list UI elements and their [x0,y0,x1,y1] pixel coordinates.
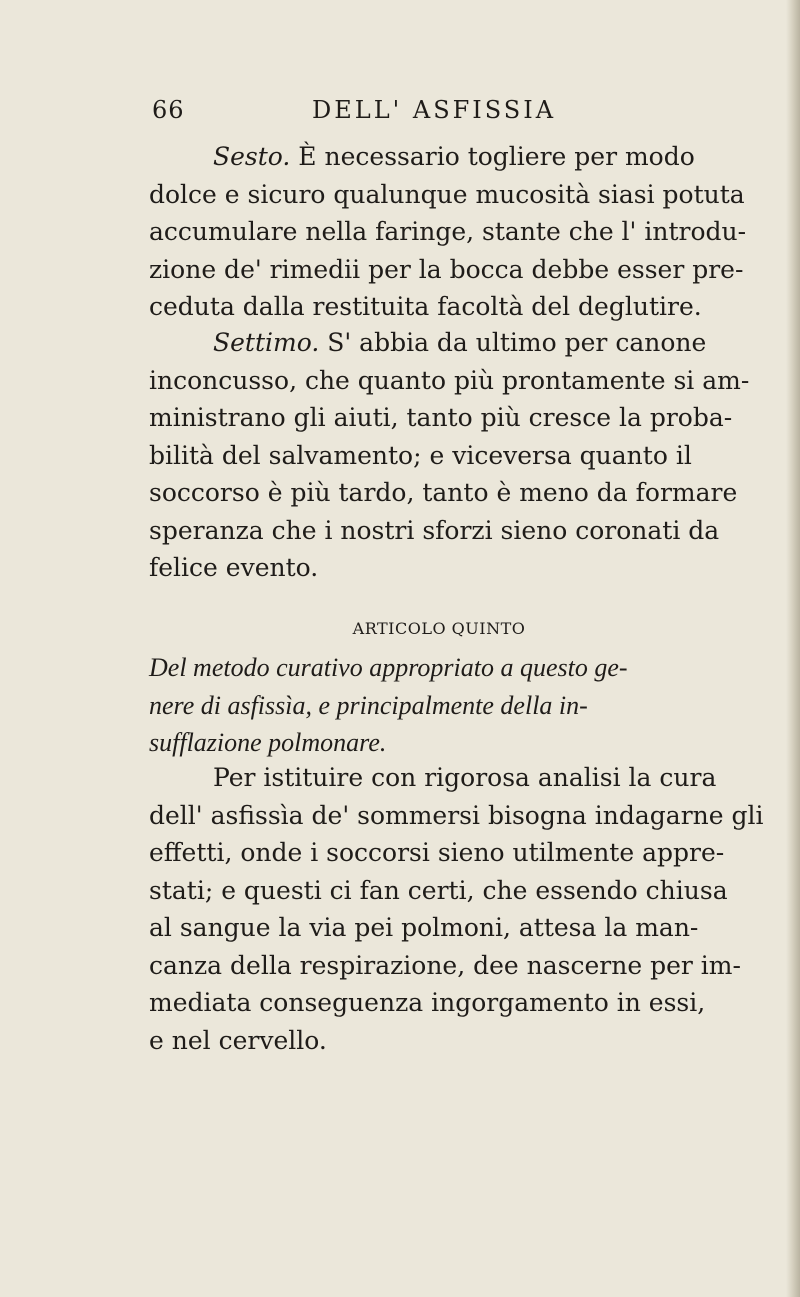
page-number: 66 [152,96,185,124]
paragraph-line: dolce e sicuro qualunque mucosità siasi potuta [149,179,745,209]
heading-line: nere di asfissìa, e principalmente della in- [149,690,588,720]
heading-line: Del metodo curativo appropriato a questo ge- [149,653,628,682]
paragraph-line: dell' asfissìa de' sommersi bisogna indagarne gli [149,800,764,830]
paragraph-sesto [149,138,747,326]
section-heading [149,649,749,762]
paragraph-line: soccorso è più tardo, tanto è meno da formare [149,478,738,507]
paragraph-line: ministrano gli aiuti, tanto più cresce la proba- [149,403,733,432]
line-text: È necessario togliere per modo [290,142,695,171]
paragraph-line: ceduta dalla restituita facoltà del deglutire. [149,292,702,321]
paragraph-line: felice evento. [149,553,319,582]
paragraph-line: accumulare nella faringe, stante che l' introdu- [149,217,747,246]
article-title: ARTICOLO QUINTO [352,619,526,638]
paragraph-line: effetti, onde i soccorsi sieno utilmente appre- [149,838,725,867]
paragraph-line: inconcusso, che quanto più prontamente si am- [149,365,750,395]
paragraph-line: bilità del salvamento; e viceversa quanto il [149,440,692,470]
line-text: S' abbia da ultimo per canone [319,328,707,357]
paragraph-line: canza della respirazione, dee nascerne per im- [149,950,741,980]
paragraph-line [149,138,729,176]
paragraph-line: al sangue la via pei polmoni, attesa la man- [149,913,699,942]
page-header [152,96,592,134]
running-head: DELL' ASFISSIA [312,96,557,124]
paragraph-lead: Sesto. [213,142,291,171]
paragraph-line: Per istituire con rigorosa analisi la cura [213,763,717,792]
paragraph-cura [149,759,764,1059]
heading-line: sufflazione polmonare. [149,728,387,757]
paragraph-line: e nel cervello. [149,1025,327,1055]
page-edge-shadow [786,0,800,1297]
paragraph-line: speranza che i nostri sforzi sieno coronati da [149,515,720,545]
paragraph-settimo [149,324,750,587]
paragraph-line: mediata conseguenza ingorgamento in essi, [149,988,706,1017]
paragraph-line: zione de' rimedii per la bocca debbe esser pre- [149,254,744,284]
paragraph-line: stati; e questi ci fan certi, che essendo chiusa [149,875,728,905]
paragraph-line [149,324,729,362]
paragraph-lead: Settimo. [213,328,320,357]
